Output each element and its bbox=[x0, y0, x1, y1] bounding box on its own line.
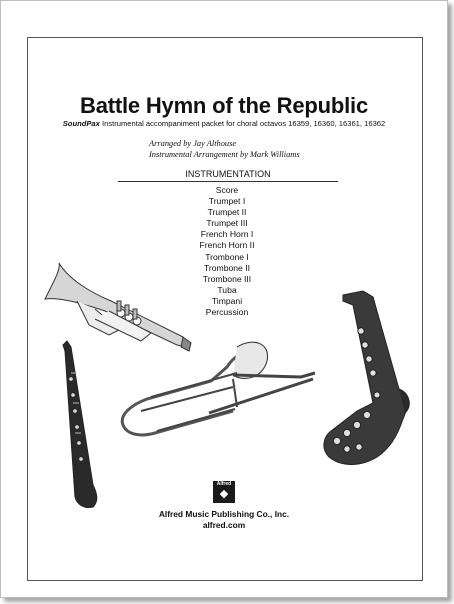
alfred-logo-mark: ◆ bbox=[219, 488, 229, 500]
instrument-item: Trumpet II bbox=[207, 207, 247, 218]
cover-title: Battle Hymn of the Republic bbox=[80, 93, 368, 118]
publisher-website: alfred.com bbox=[202, 520, 246, 530]
alfred-logo-word: Alfred bbox=[216, 481, 232, 487]
instrument-illustrations bbox=[1, 1, 447, 597]
trombone-illustration bbox=[122, 342, 315, 435]
instrumental-arranger-credit: Instrumental Arrangement by Mark Williams bbox=[149, 150, 300, 159]
trumpet-illustration bbox=[45, 263, 191, 351]
instrument-item: Trombone II bbox=[203, 262, 250, 273]
instrumentation-heading: INSTRUMENTATION bbox=[185, 169, 271, 179]
instrument-item: French Horn I bbox=[200, 229, 254, 240]
saxophone-illustration bbox=[324, 291, 409, 465]
instrument-item: Trombone III bbox=[202, 273, 252, 284]
alfred-logo bbox=[213, 481, 235, 503]
instrument-item: Tuba bbox=[217, 284, 237, 295]
instrument-item: Trumpet III bbox=[206, 218, 248, 229]
instrument-item: Trumpet I bbox=[208, 196, 246, 207]
instrument-item: French Horn II bbox=[199, 240, 255, 251]
publisher-name: Alfred Music Publishing Co., Inc. bbox=[158, 509, 290, 519]
instrument-item: Score bbox=[215, 185, 239, 195]
arranger-credit: Arranged by Jay Althouse bbox=[149, 139, 237, 148]
instrument-item: Timpani bbox=[211, 295, 243, 306]
subtitle-description: Instrumental accompaniment packet for choral octavos 16359, 16360, 16361, 16362 bbox=[99, 119, 386, 128]
instrument-item: Trombone I bbox=[205, 251, 249, 262]
clarinet-illustration bbox=[63, 341, 97, 508]
instrument-item: Percussion bbox=[205, 307, 249, 318]
soundpax-brand: SoundPax bbox=[62, 119, 100, 128]
